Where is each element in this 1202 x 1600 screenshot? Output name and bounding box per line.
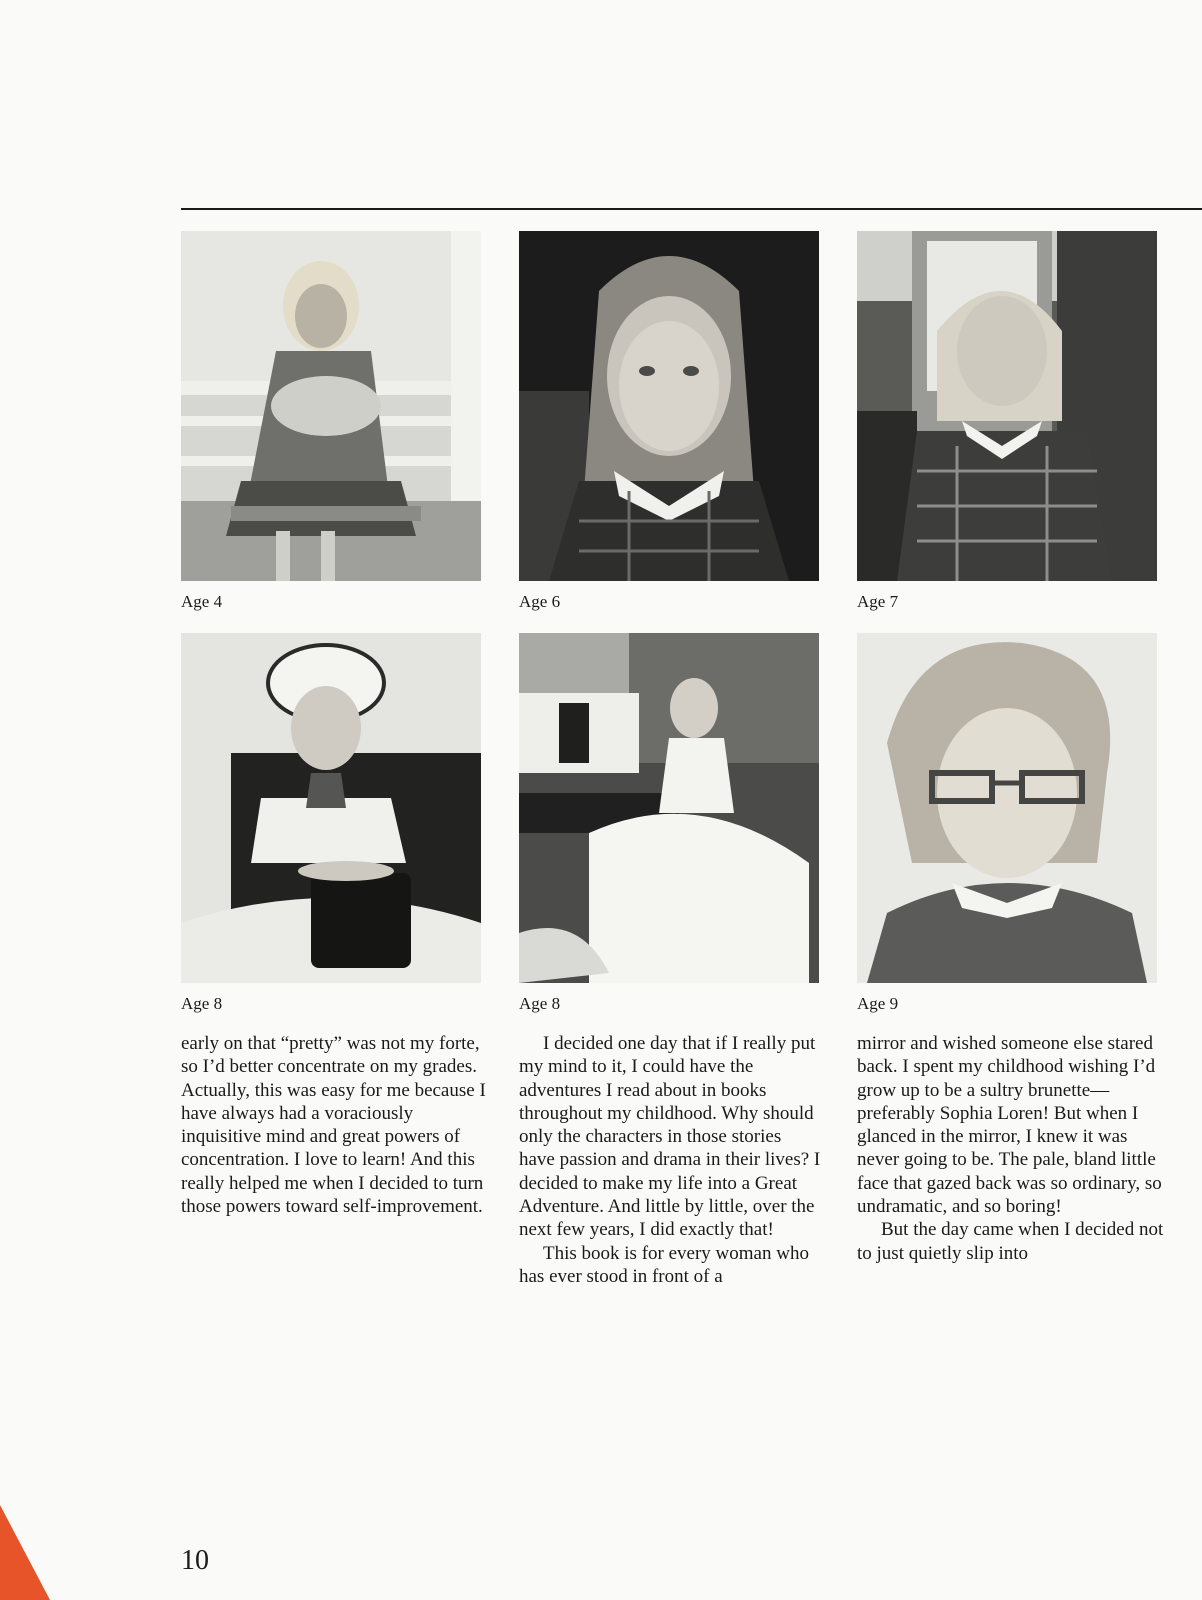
body-paragraph: mirror and wished someone else stared back. I spent my childhood wishing I’d grow up to be a sultry brunette—preferably Sophia Loren! But when I glanced in the mirror, I knew it was never going to be. The pale, bland little face that gazed back was so ordinary, so undramatic, and so boring! (857, 1033, 1162, 1218)
photo-age-9 (857, 633, 1157, 983)
photo-age-8-hat (181, 633, 481, 983)
photo-caption: Age 6 (519, 592, 561, 611)
page-number: 10 (181, 1545, 209, 1576)
header-rule (181, 208, 1202, 210)
body-paragraph: This book is for every woman who has ever stood in front of a (519, 1242, 809, 1287)
photo-caption: Age 8 (181, 994, 223, 1013)
photo-age-6 (519, 231, 819, 581)
text-column-2 (519, 1032, 821, 1288)
body-paragraph: early on that “pretty” was not my forte, so I’d better concentrate on my grades. Actually, this was easy for me because I have always had a voraciously inquisitive mind and great powers of concentration. I love to learn! And this really helped me when I decided to turn those powers toward self-improvement. (181, 1033, 486, 1218)
photo-age-4 (181, 231, 481, 581)
photo-caption: Age 4 (181, 592, 223, 611)
photo-caption: Age 8 (519, 994, 561, 1013)
photo-caption: Age 7 (857, 592, 899, 611)
body-paragraph: But the day came when I decided not to just quietly slip into (857, 1219, 1164, 1264)
photo-age-8-piano (519, 633, 819, 983)
photo-caption: Age 9 (857, 994, 899, 1013)
text-column-3 (857, 1032, 1171, 1265)
body-paragraph: I decided one day that if I really put my mind to it, I could have the adventures I read about in books throughout my childhood. Why should only the characters in those stories have passion and drama in their lives? I decided to make my life into a Great Adventure. And little by little, over the next few years, I did exactly that! (519, 1033, 821, 1241)
photo-age-7 (857, 231, 1157, 581)
text-column-1 (181, 1032, 487, 1218)
corner-accent (0, 1505, 50, 1600)
